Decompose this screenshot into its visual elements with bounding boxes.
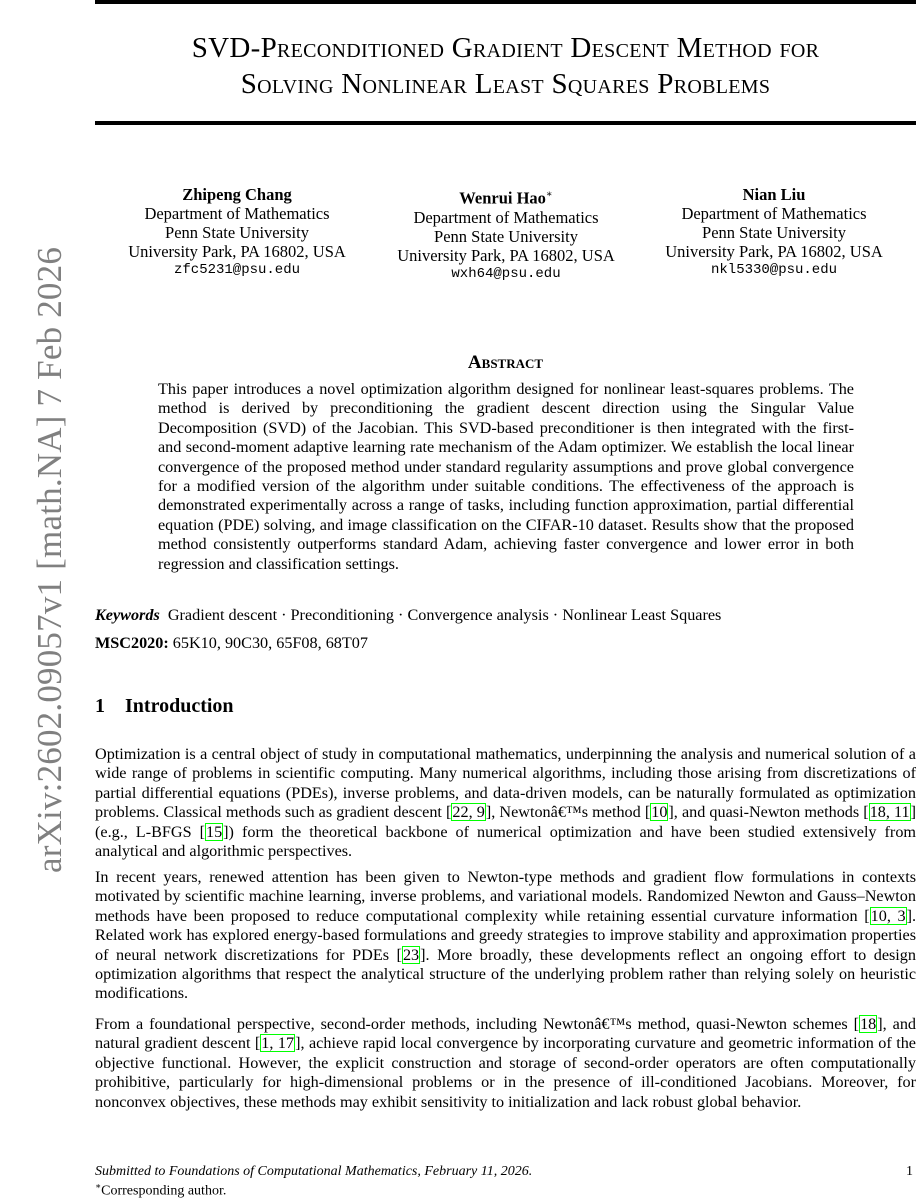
author-address: University Park, PA 16802, USA bbox=[397, 245, 615, 265]
author-address: University Park, PA 16802, USA bbox=[665, 242, 883, 261]
paragraph-text: ]) form the theoretical backbone of numerical optimization and have been studied extensively from analytical and algorithmic perspectives. bbox=[95, 822, 916, 861]
citation-link[interactable]: 15 bbox=[205, 822, 223, 841]
paragraph-text: Optimization is a central object of study in computational mathematics, underpinning the analysis and numerical solution of a wide range of problems in scientific computing. Many numerical algorithms, including those arising from discretizations of partial differential equations (PDEs), inverse problems, and data-driven models, can be naturally formulated as optimization problems. Classical methods such as gradient descent [ bbox=[95, 745, 916, 822]
author-university: Penn State University bbox=[702, 223, 846, 242]
paragraph-text: In recent years, renewed attention has been given to Newton-type methods and gradient flow formulations in contexts motivated by scientific machine learning, inverse problems, and variational models. Randomized Newton and Gauss–Newton methods have been proposed to reduce computational complexity while retaining essential curvature information [ bbox=[95, 868, 916, 925]
author-block-3 bbox=[658, 185, 890, 280]
title-line-1: SVD-Preconditioned Gradient Descent Method for bbox=[191, 32, 820, 64]
citation-link[interactable]: 1, 17 bbox=[261, 1034, 295, 1053]
author-name: Nian Liu bbox=[742, 185, 806, 204]
paragraph-text: ], Newtonâ€™s method [ bbox=[485, 803, 651, 822]
citation-link[interactable]: 23 bbox=[402, 945, 420, 964]
msc-line bbox=[95, 634, 368, 653]
abstract-heading: Abstract bbox=[467, 352, 544, 373]
paper-title bbox=[95, 30, 916, 102]
citation-link[interactable]: 18 bbox=[860, 1015, 877, 1033]
paragraph-text: ]. More broadly, these developments reflect an ongoing effort to design optimization algorithms that respect the analytical structure of the underlying problem rather than relying solely on heuristic modifications. bbox=[95, 945, 916, 1003]
corresponding-author-mark: ∗ bbox=[545, 189, 553, 200]
paragraph-text: ], and natural gradient descent [ bbox=[95, 1015, 917, 1053]
title-bottom-rule bbox=[95, 121, 916, 125]
author-email[interactable]: zfc5231@psu.edu bbox=[173, 262, 301, 278]
paragraph-text: From a foundational perspective, second-order methods, including Newtonâ€™s method, quasi-Newton schemes [ bbox=[95, 1015, 860, 1033]
section-title: Introduction bbox=[125, 695, 234, 717]
author-department: Department of Mathematics bbox=[681, 204, 867, 223]
author-university: Penn State University bbox=[165, 223, 309, 242]
citation-link[interactable]: 10, 3 bbox=[870, 906, 906, 925]
section-number: 1 bbox=[95, 695, 105, 717]
footnote-mark: ∗ bbox=[95, 1181, 102, 1191]
paragraph-text: ]. Related work has explored energy-based formulations and greedy strategies to improve stability and approximation properties of neural network discretizations for PDEs [ bbox=[95, 906, 917, 964]
author-address: University Park, PA 16802, USA bbox=[128, 242, 346, 261]
page-number: 1 bbox=[906, 1164, 913, 1179]
paragraph-1 bbox=[95, 745, 916, 861]
submission-note: Submitted to Foundations of Computational Mathematics, February 11, 2026. bbox=[95, 1164, 533, 1179]
msc-codes: 65K10, 90C30, 65F08, 68T07 bbox=[172, 634, 368, 652]
abstract-text: This paper introduces a novel optimization algorithm designed for nonlinear least-squares problems. The method is derived by preconditioning the gradient descent direction using the Singular Value Decomposition (SVD) of the Jacobian. This SVD-based preconditioner is then integrated with the first- and second-moment adaptive learning rate mechanism of the Adam optimizer. We establish the local linear convergence of the proposed method under standard regularity assumptions and prove global convergence for a modified version of the algorithm under suitable conditions. The effectiveness of the approach is demonstrated experimentally across a range of tasks, including function approximation, partial differential equation (PDE) solving, and image classification on the CIFAR-10 dataset. Results show that the proposed method consistently outperforms standard Adam, achieving faster convergence and lower error in both regression and classification settings. bbox=[158, 380, 854, 573]
keywords-label: Keywords bbox=[95, 606, 160, 624]
author-block-1 bbox=[121, 185, 353, 280]
keywords-line bbox=[95, 606, 721, 625]
paragraph-3 bbox=[95, 1015, 916, 1112]
author-name: Wenrui Hao bbox=[459, 188, 546, 208]
author-email[interactable]: wxh64@psu.edu bbox=[451, 265, 561, 282]
footnote-text: Corresponding author. bbox=[101, 1183, 227, 1199]
citation-link[interactable]: 18, 11 bbox=[869, 803, 910, 822]
title-top-rule bbox=[95, 0, 916, 4]
author-department: Department of Mathematics bbox=[413, 207, 599, 227]
footnote bbox=[95, 1181, 226, 1200]
citation-link[interactable]: 10 bbox=[651, 803, 668, 822]
keywords-text: Gradient descent · Preconditioning · Convergence analysis · Nonlinear Least Squares bbox=[167, 606, 722, 624]
author-block-2 bbox=[390, 185, 622, 284]
author-university: Penn State University bbox=[434, 226, 578, 246]
paragraph-text: ], achieve rapid local convergence by incorporating curvature and geometric information of the objective functional. However, the explicit construction and storage of second-order operators are often computationally prohibitive, particularly for high-dimensional problems or in the presence of ill-conditioned Jacobians. Moreover, for nonconvex objectives, these methods may exhibit sensitivity to initialization and lack robust global behavior. bbox=[95, 1034, 916, 1111]
title-line-2: Solving Nonlinear Least Squares Problems bbox=[240, 68, 771, 100]
author-department: Department of Mathematics bbox=[144, 204, 330, 223]
author-name: Zhipeng Chang bbox=[182, 185, 292, 204]
msc-label: MSC2020: bbox=[95, 634, 169, 652]
author-email[interactable]: nkl5330@psu.edu bbox=[710, 262, 838, 278]
citation-link[interactable]: 22, 9 bbox=[452, 803, 485, 822]
paragraph-text: ] (e.g., L-BFGS [ bbox=[95, 803, 916, 841]
section-heading bbox=[95, 695, 234, 718]
arxiv-identifier: arXiv:2602.09057v1 [math.NA] 7 Feb 2026 bbox=[30, 246, 69, 874]
paragraph-text: ], and quasi-Newton methods [ bbox=[668, 803, 869, 822]
paragraph-2 bbox=[95, 868, 916, 1004]
